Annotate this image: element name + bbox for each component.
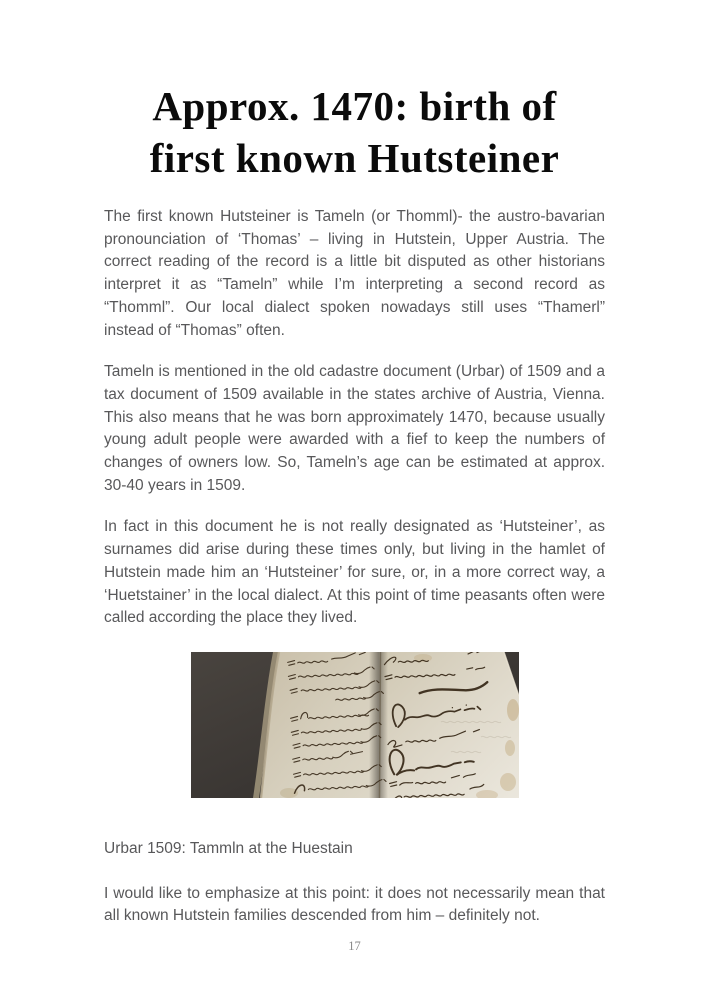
page-title — [104, 0, 605, 184]
manuscript-figure — [191, 652, 519, 798]
page-title-line2: first known Hutsteiner — [149, 135, 560, 181]
paragraph-intro: The first known Hutsteiner is Tameln (or Thomml)- the austro-bavarian pronounciation of ‘Thomas’ – living in Hutstein, Upper Austria. The correct reading of the record is a little bit disputed as other historians interpret it as “Tameln” while I’m interpreting a second record as “Thomml”. Our local dialect spoken nowadays still uses “Thamerl” instead of “Thomas” often. — [104, 208, 605, 339]
left-parchment-page — [261, 652, 380, 798]
manuscript-photo — [191, 652, 519, 798]
paragraph-surname: In fact in this document he is not really designated as ‘Hutsteiner’, as surnames did arise during these times only, but living in the hamlet of Hutstein made him an ‘Hutsteiner’ for sure, or, in a more correct way, a ‘Huetstainer’ in the local dialect. At this point of time peasants often were called according the place they lived. — [104, 518, 605, 627]
page-number: 17 — [348, 939, 361, 953]
page-title-line1: Approx. 1470: birth of — [152, 83, 557, 129]
paragraph-closing: I would like to emphasize at this point: it does not necessarily mean that all known Hutstein families descended from him – definitely not. — [104, 884, 605, 925]
figure-caption: Urbar 1509: Tammln at the Huestain — [104, 839, 353, 857]
paragraph-urbar: Tameln is mentioned in the old cadastre document (Urbar) of 1509 and a tax document of 1509 available in the states archive of Austria, Vienna. This also means that he was born approximately 1470, because usually young adult people were awarded with a fief to keep the numbers of changes of owners low. So, Tameln’s age can be estimated at approx. 30-40 years in 1509. — [104, 363, 605, 494]
